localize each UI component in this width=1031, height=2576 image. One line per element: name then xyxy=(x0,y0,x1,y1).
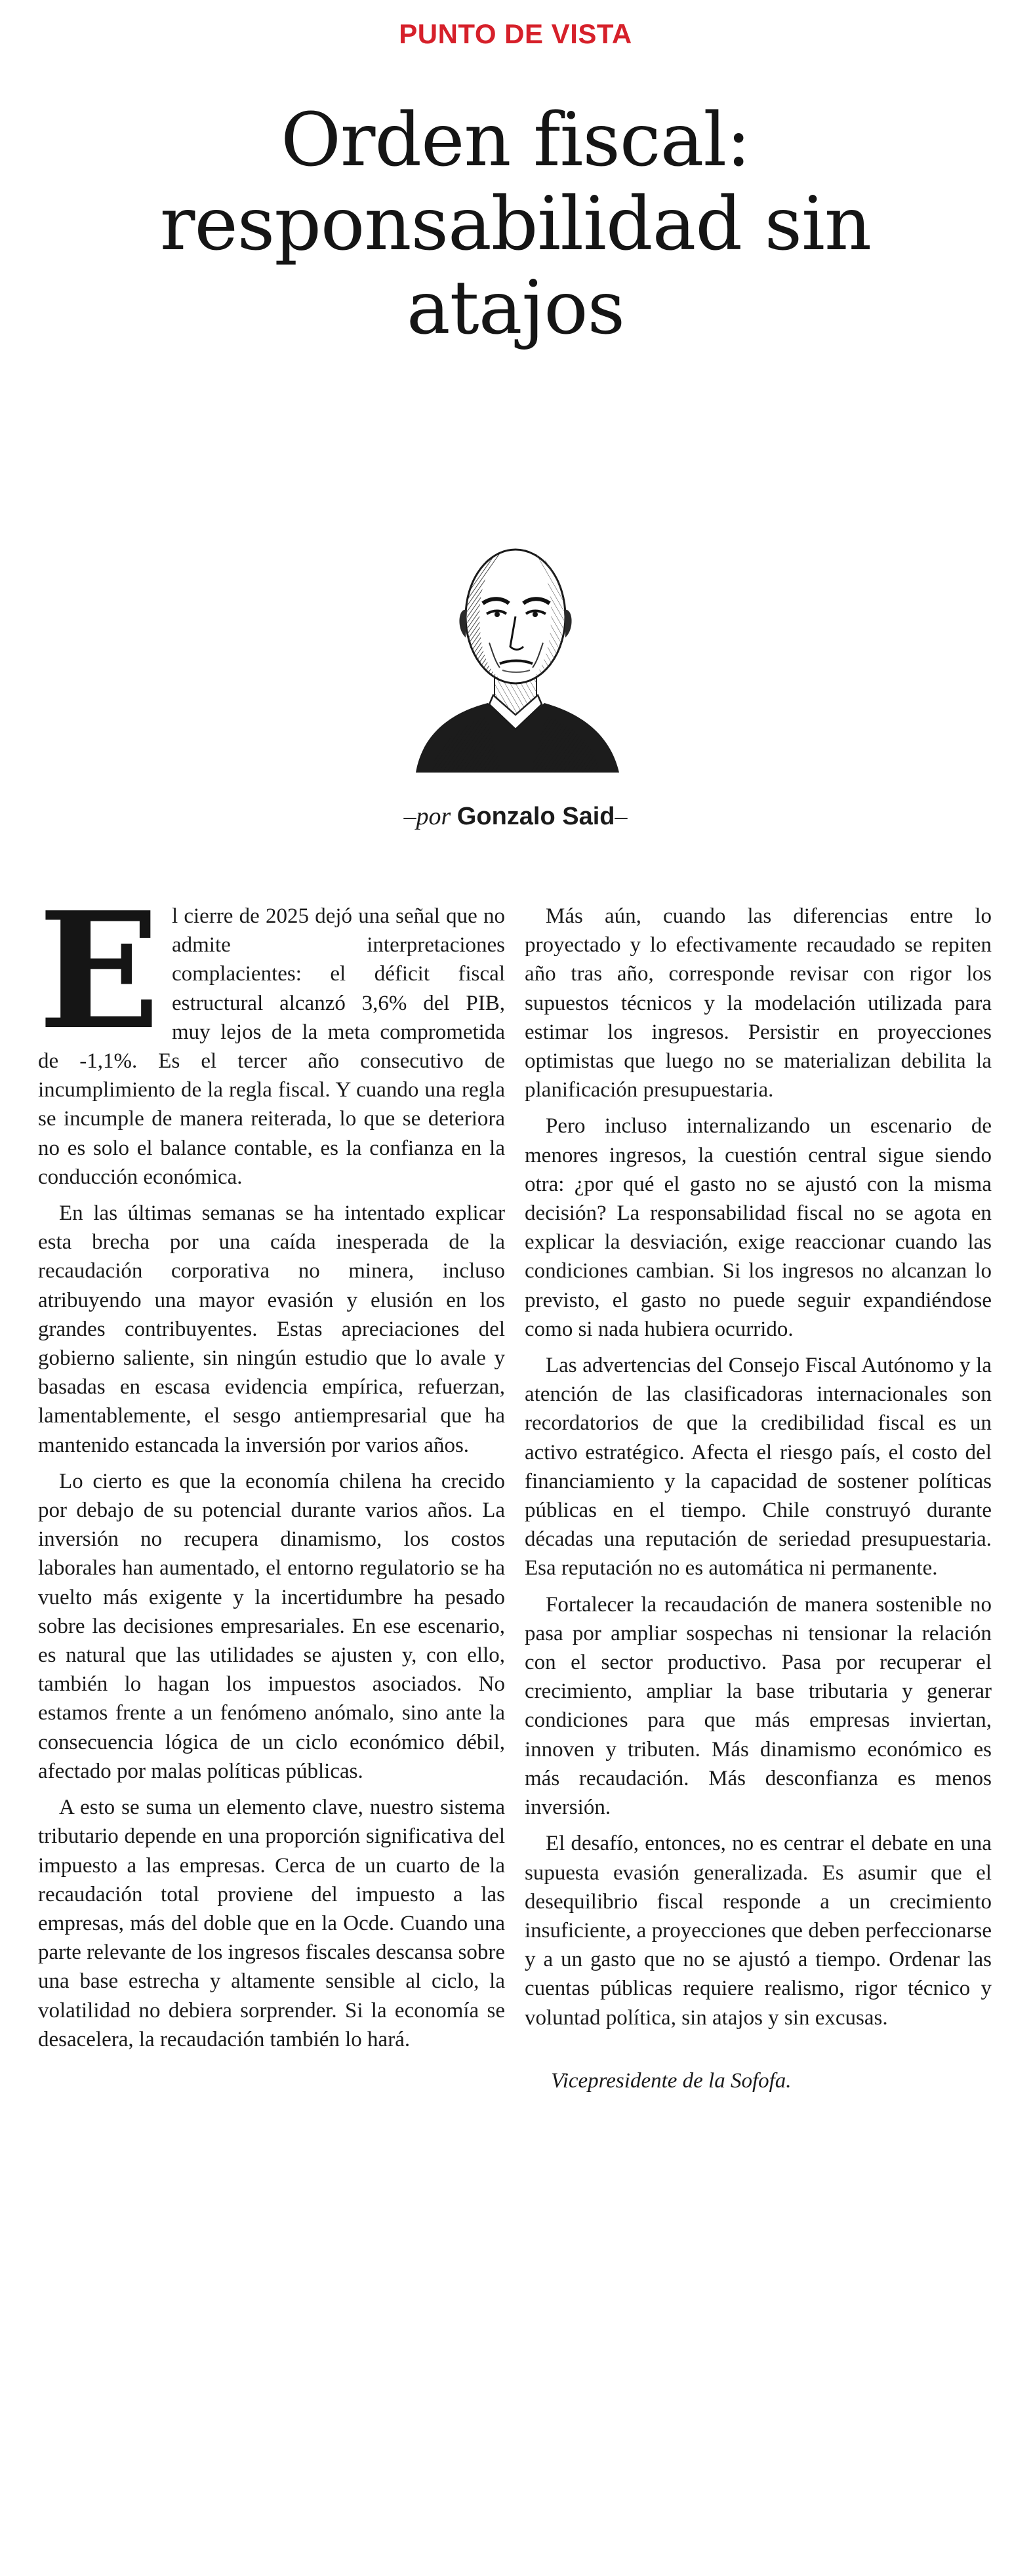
article-paragraph: Pero incluso internalizando un escenario de menores ingresos, la cuestión central sigue siendo otra: ¿por qué el gasto no se ajustó con la misma decisión? La responsabilidad fiscal no se agota en explicar la desviación, exige reaccionar cuando las condiciones cambian. Si los ingresos no alcanzan lo previsto, el gasto no puede seguir expandiéndose como si nada hubiera ocurrido. xyxy=(525,1114,992,1341)
article-paragraph: En las últimas semanas se ha intentado explicar esta brecha por una caída inesperada de la recaudación corporativa no minera, incluso atribuyendo una mayor evasión y elusión en los grandes contribuyentes. Estas apreciaciones del gobierno saliente, sin ningún estudio que lo avale y basadas en escasa evidencia empírica, refuerzan, lamentablemente, el sesgo antiempresarial que ha mantenido estancada la inversión por varios años. xyxy=(38,1201,505,1457)
drop-cap: E xyxy=(38,877,160,1065)
article-column-left xyxy=(38,877,505,2061)
headline-line-2: responsabilidad sin xyxy=(159,182,872,267)
section-label: PUNTO DE VISTA xyxy=(399,18,632,49)
article-paragraph: Fortalecer la recaudación de manera sostenible no pasa por ampliar sospechas ni tensionar la relación con el sector productivo. Pasa por recuperar el crecimiento, ampliar la base tributaria y generar condiciones para que más empresas inviertan, innoven y tributen. Más dinamismo económico es más recaudación. Más desconfianza es menos inversión. xyxy=(525,1592,992,1820)
article-paragraph: El desafío, entonces, no es centrar el debate en una supuesta evasión generalizada. Es asumir que el desequilibrio fiscal responde a un crecimiento insuficiente, a proyecciones que deben perfeccionarse y a un gasto que no se ajustó a tiempo. Ordenar las cuentas públicas requiere realismo, rigor técnico y voluntad política, sin atajos y sin excusas. xyxy=(525,1832,992,2030)
article-paragraph: Más aún, cuando las diferencias entre lo proyectado y lo efectivamente recaudado se repiten año tras año, corresponde revisar con rigor los supuestos técnicos y la modelación utilizada para estimar los ingresos. Persistir en proyecciones optimistas que luego no se materializan debilita la planificación presupuestaria. xyxy=(525,904,992,1102)
byline-suffix: – xyxy=(615,803,628,830)
headline-line-1: Orden fiscal: xyxy=(281,98,750,183)
byline-author: Gonzalo Said xyxy=(456,803,615,830)
article-paragraph: A esto se suma un elemento clave, nuestro sistema tributario depende en una proporción significativa del impuesto a las empresas. Cerca de un cuarto de la recaudación total proviene del impuesto a las empresas, más del doble que en la Ocde. Cuando una parte relevante de los ingresos fiscales descansa sobre una base estrecha y altamente sensible al ciclo, la volatilidad no debiera sorprender. Si la economía se desacelera, la recaudación también lo hará. xyxy=(38,1796,505,2051)
article-column-right xyxy=(525,902,992,2103)
author-portrait-illustration xyxy=(404,518,627,774)
article-paragraph: Lo cierto es que la economía chilena ha crecido por debajo de su potencial durante varios años. La inversión no recupera dinamismo, los costos laborales han aumentado, el entorno regulatorio se ha vuelto más exigente y la incertidumbre ha pesado sobre las decisiones empresariales. En ese escenario, es natural que las utilidades se ajusten y, con ello, también lo hagan los impuestos asociados. No estamos frente a un fenómeno anómalo, sino ante la consecuencia lógica de un ciclo económico débil, afectado por malas políticas públicas. xyxy=(38,1469,505,1783)
author-signature: Vicepresidente de la Sofofa. xyxy=(551,2068,792,2093)
headline-line-3: atajos xyxy=(406,266,625,351)
article-paragraph: Las advertencias del Consejo Fiscal Autónomo y la atención de las clasificadoras internacionales son recordatorios de que la credibilidad fiscal es un activo estratégico. Afecta el riesgo país, el costo del financiamiento y la capacidad de sostener políticas públicas en el tiempo. Chile construyó durante décadas una reputación de seriedad presupuestaria. Esa reputación no es automática ni permanente. xyxy=(525,1354,992,1580)
article-paragraph xyxy=(38,877,505,1192)
byline xyxy=(0,802,1031,831)
article-headline xyxy=(52,98,979,350)
paragraph-text: l cierre de 2025 dejó una señal que no admite interpretaciones complacientes: el déficit fiscal estructural alcanzó 3,6% del PIB, muy lejos de la meta comprometida de -1,1%. Es el tercer año consecutivo de incumplimiento de la regla fiscal. Y cuando una regla se incumple de manera reiterada, lo que se deteriora no es solo el balance contable, es la confianza en la conducción económica. xyxy=(38,904,505,1189)
byline-prefix: –por xyxy=(403,803,451,830)
